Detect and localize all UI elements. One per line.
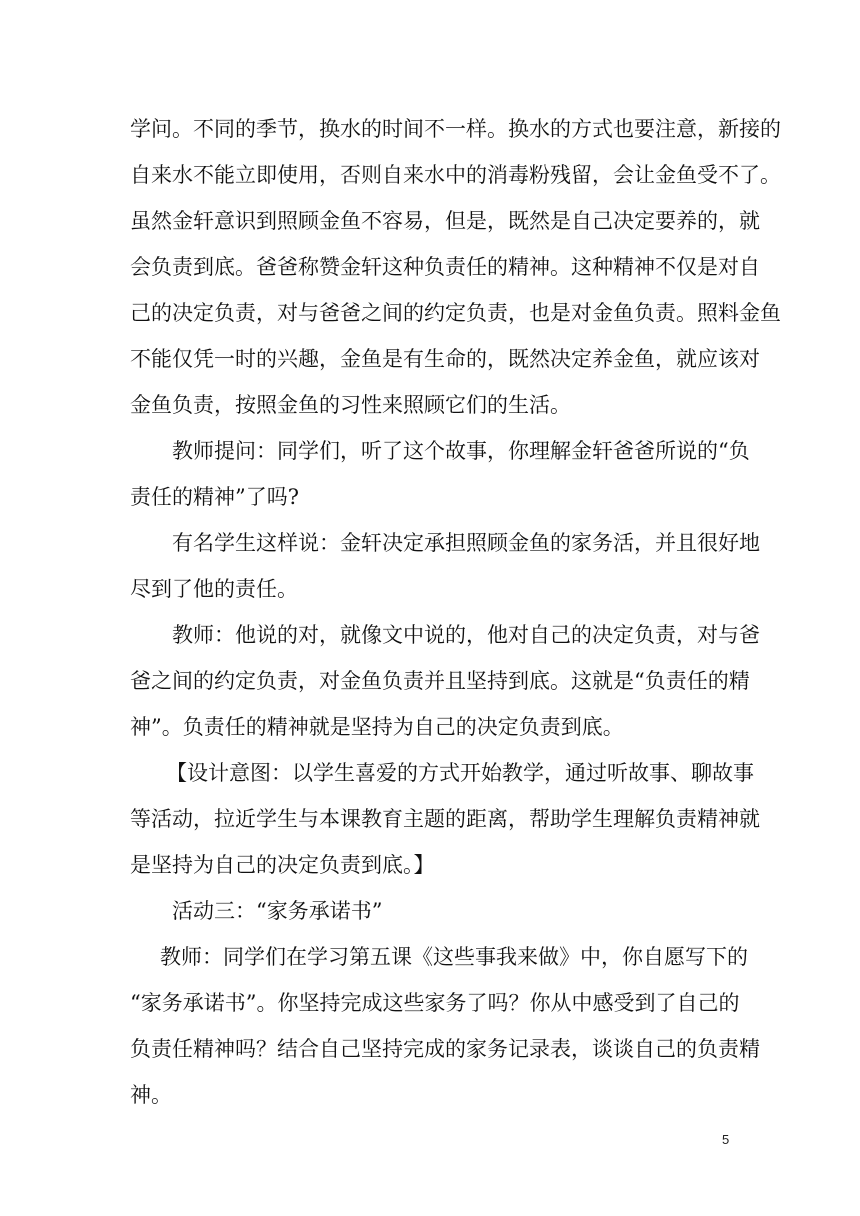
text-line: 金鱼负责，按照金鱼的习性来照顾它们的生活。 <box>130 393 571 417</box>
text-line: 有名学生这样说：金轩决定承担照顾金鱼的家务活，并且很好地 <box>172 531 760 555</box>
paragraph-household-pledge <box>130 934 760 1118</box>
text-line: 【设计意图：以学生喜爱的方式开始教学，通过听故事、聊故事 <box>166 761 754 785</box>
text-line: 教师：他说的对，就像文中说的，他对自己的决定负责，对与爸 <box>172 623 760 647</box>
text-line: 活动三：“家务承诺书” <box>172 899 383 923</box>
text-line: 负责任精神吗？结合自己坚持完成的家务记录表，谈谈自己的负责精 <box>130 1037 760 1061</box>
text-line: 神”。负责任的精神就是坚持为自己的决定负责到底。 <box>130 715 624 739</box>
document-body <box>130 106 781 1118</box>
text-line: 教师提问：同学们，听了这个故事，你理解金轩爸爸所说的“负 <box>172 439 750 463</box>
activity-heading <box>130 888 732 934</box>
page-number: 5 <box>722 1132 730 1147</box>
text-line: 自来水不能立即使用，否则自来水中的消毒粉残留，会让金鱼受不了。 <box>130 163 781 187</box>
text-line: 会负责到底。爸爸称赞金轩这种负责任的精神。这种精神不仅是对自 <box>130 255 760 279</box>
text-line: 己的决定负责，对与爸爸之间的约定负责，也是对金鱼负责。照料金鱼 <box>130 301 781 325</box>
paragraph-student-answer <box>130 520 760 612</box>
text-line: 爸之间的约定负责，对金鱼负责并且坚持到底。这就是“负责任的精 <box>130 669 750 693</box>
paragraph-teacher-summary <box>130 612 760 750</box>
text-line: “家务承诺书”。你坚持完成这些家务了吗？你从中感受到了自己的 <box>130 991 740 1015</box>
text-line: 虽然金轩意识到照顾金鱼不容易，但是，既然是自己决定要养的，就 <box>130 209 760 233</box>
text-line: 不能仅凭一时的兴趣，金鱼是有生命的，既然决定养金鱼，就应该对 <box>130 347 760 371</box>
paragraph-teacher-question <box>130 428 750 520</box>
text-line: 学问。不同的季节，换水的时间不一样。换水的方式也要注意，新接的 <box>130 117 781 141</box>
text-line: 责任的精神”了吗? <box>130 485 299 509</box>
text-line: 是坚持为自己的决定负责到底。】 <box>130 853 435 877</box>
text-line: 尽到了他的责任。 <box>130 577 298 601</box>
text-line: 神。 <box>130 1083 172 1107</box>
paragraph-goldfish-story <box>130 106 781 428</box>
text-line: 教师：同学们在学习第五课《这些事我来做》中，你自愿写下的 <box>160 945 748 969</box>
paragraph-design-intent <box>130 750 760 888</box>
text-line: 等活动，拉近学生与本课教育主题的距离，帮助学生理解负责精神就 <box>130 807 760 831</box>
